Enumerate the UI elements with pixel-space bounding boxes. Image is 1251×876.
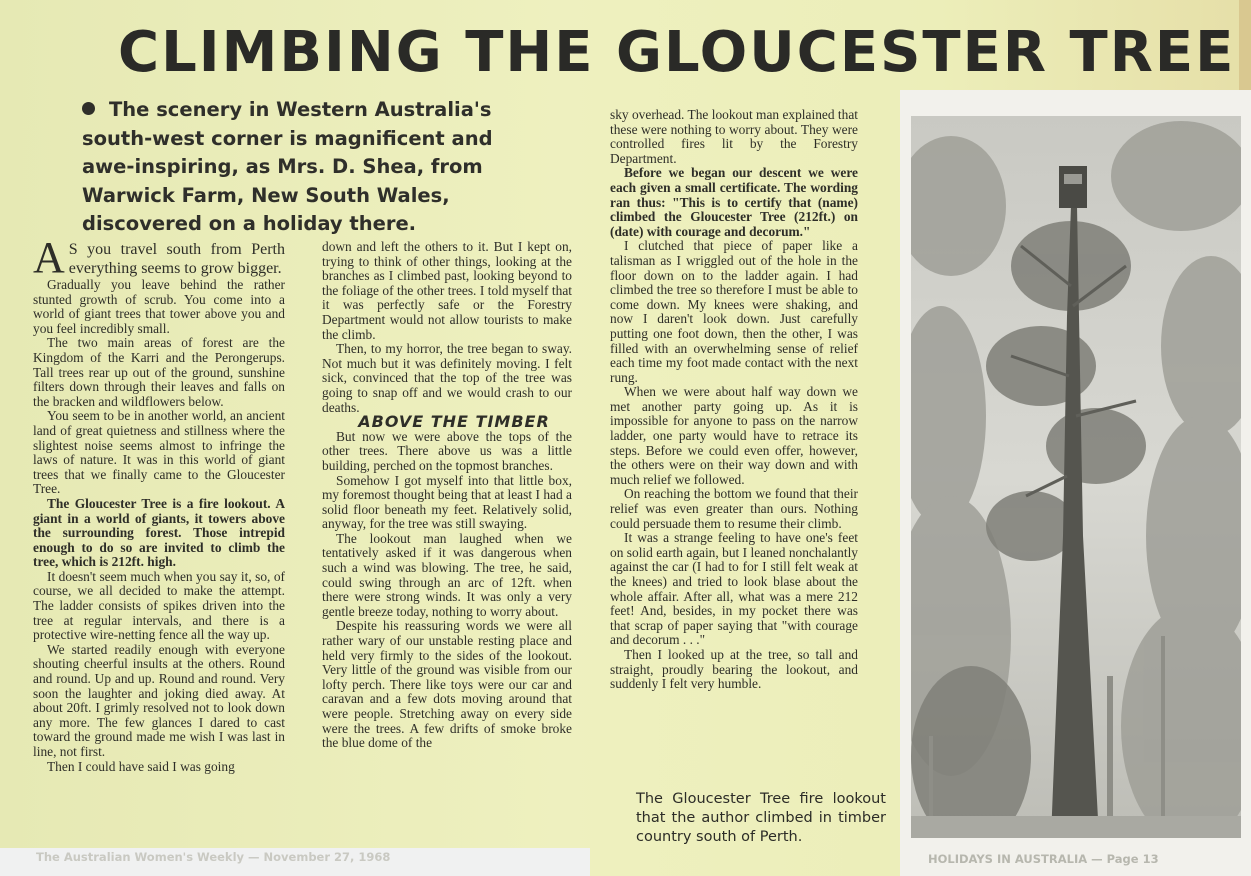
paragraph: Then I looked up at the tree, so tall and straight, proudly bearing the lookout, and suddenly I felt very humble. [610,646,858,692]
paragraph: down and left the others to it. But I kept on, trying to think of other things, looking at the branches as I climbed past, looking beyond to the foliage of the other trees. I told myself that it was perfectly safe or the Forestry Department would not allow tourists to make the climb. [322,239,572,342]
headline: CLIMBING THE GLOUCESTER TREE [118,20,1236,85]
standfirst [82,96,532,239]
paragraph: The two main areas of forest are the Kingdom of the Karri and the Perongerups. Tall trees rear up out of the ground, sunshine filters down through their leaves and falls on the bracken and wildflowers below. [33,335,285,409]
paragraph: Then, to my horror, the tree began to sway. Not much but it was definitely moving. I felt sick, convinced that the top of the tree was going to snap off and we would crash to our deaths. [322,341,572,415]
paragraph: You seem to be in another world, an ancient land of great quietness and stillness where the slightest noise seems almost to infringe the laws of nature. It was in this world of giant trees that we finally came to the Gloucester Tree. [33,408,285,497]
paragraph: It was a strange feeling to have one's feet on solid earth again, but I leaned nonchalantly against the car (I had to for I still felt weak at the knees) and tried to look blase about the whole affair. After all, what was a mere 212 feet! And, besides, in my pocket there was that scrap of paper saying that "with courage and decorum . . ." [610,530,858,648]
footer-section-page: HOLIDAYS IN AUSTRALIA — Page 13 [928,852,1159,866]
paragraph: Despite his reassuring words we were all rather wary of our unstable resting place and held very firmly to the sides of the lookout. Very little of the ground was visible from our lofty perch. There like toys were our car and caravan and a few dots moving around that were people. Stretching away on every side were the trees. A few drifts of smoke broke the blue dome of the [322,618,572,751]
article-column-1 [33,233,285,774]
paragraph: Gradually you leave behind the rather stunted growth of scrub. You come into a world of giant trees that tower above you and you feel incredibly small. [33,277,285,336]
article-column-2 [322,240,572,751]
bullet-icon [82,102,95,115]
opening-paragraph: A S you travel south from Perth everything seems to grow bigger. [33,233,285,282]
paragraph-bold: Before we began our descent we were each given a small certificate. The wording ran thus: "This is to certify that (name) climbed the Gloucester Tree (212ft.) on (date) with courage and decorum." [610,165,858,239]
footer-publication: The Australian Women's Weekly — November 27, 1968 [36,850,391,864]
paragraph: It doesn't seem much when you say it, so, of course, we all decided to make the attempt. The ladder consists of spikes driven into the tree at regular intervals, and there is a protective wire-netting fence all the way up. [33,568,285,643]
gloucester-tree-photo [911,116,1241,838]
paragraph: The lookout man laughed when we tentatively asked if it was dangerous when such a wind was blowing. The tree, he said, could swing through an arc of 12ft. when there were strong winds. It was only a very gentle breeze today, nothing to worry about. [322,530,572,619]
footer-left-strip [0,848,590,876]
paragraph: But now we were above the tops of the other trees. There above us was a little building, perched on the topmost branches. [322,428,572,473]
paragraph: sky overhead. The lookout man explained that these were nothing to worry about. They were controlled fires lit by the Forestry Department. [610,107,858,166]
paragraph: Then I could have said I was going [47,758,235,774]
paragraph: We started readily enough with everyone shouting cheerful insults at the others. Round and round. Up and up. Round and round. Very soon the laughter and joking died away. At about 20ft. I grimly resolved not to look down any more. The few glances I dared to cast toward the ground made me wish I was last in line, not first. [33,641,285,759]
paragraph-bold: The Gloucester Tree is a fire lookout. A giant in a world of giants, it towers above the surrounding forest. Those intrepid enough to do so are invited to climb the tree, which is 212ft. high. [33,495,285,570]
paragraph: I clutched that piece of paper like a talisman as I wriggled out of the hole in the floor down on to the ladder again. I had climbed the tree so therefore I must be able to come down. My knees were shaking, and now I daren't look down. Just carefully putting one foot down, then the other, I was filled with an overwhelming sense of relief each time my foot made contact with the next rung. [610,238,858,385]
section-subhead: ABOVE THE TIMBER [358,412,550,432]
paragraph: When we were about half way down we met another party going up. As it is impossible for anyone to pass on the narrow ladder, one party would have to retrace its steps. Before we could even offer, however, the others were on their way down and with much relief we followed. [610,384,858,487]
article-column-3 [610,108,858,692]
paragraph: Somehow I got myself into that little box, my foremost thought being that at least I had a solid floor beneath my feet. Relatively solid, anyway, for the tree was still swaying. [322,472,572,532]
standfirst-text: The scenery in Western Australia's south-west corner is magnificent and awe-inspiring, as Mrs. D. Shea, from Warwick Farm, New South Wales, discovered on a holiday there. [82,98,493,235]
photo-caption: The Gloucester Tree fire lookout that the author climbed in timber country south of Perth. [636,791,886,845]
paragraph: On reaching the bottom we found that their relief was even greater than ours. Nothing could persuade them to resume their climb. [610,486,858,531]
drop-cap: A [33,233,65,282]
